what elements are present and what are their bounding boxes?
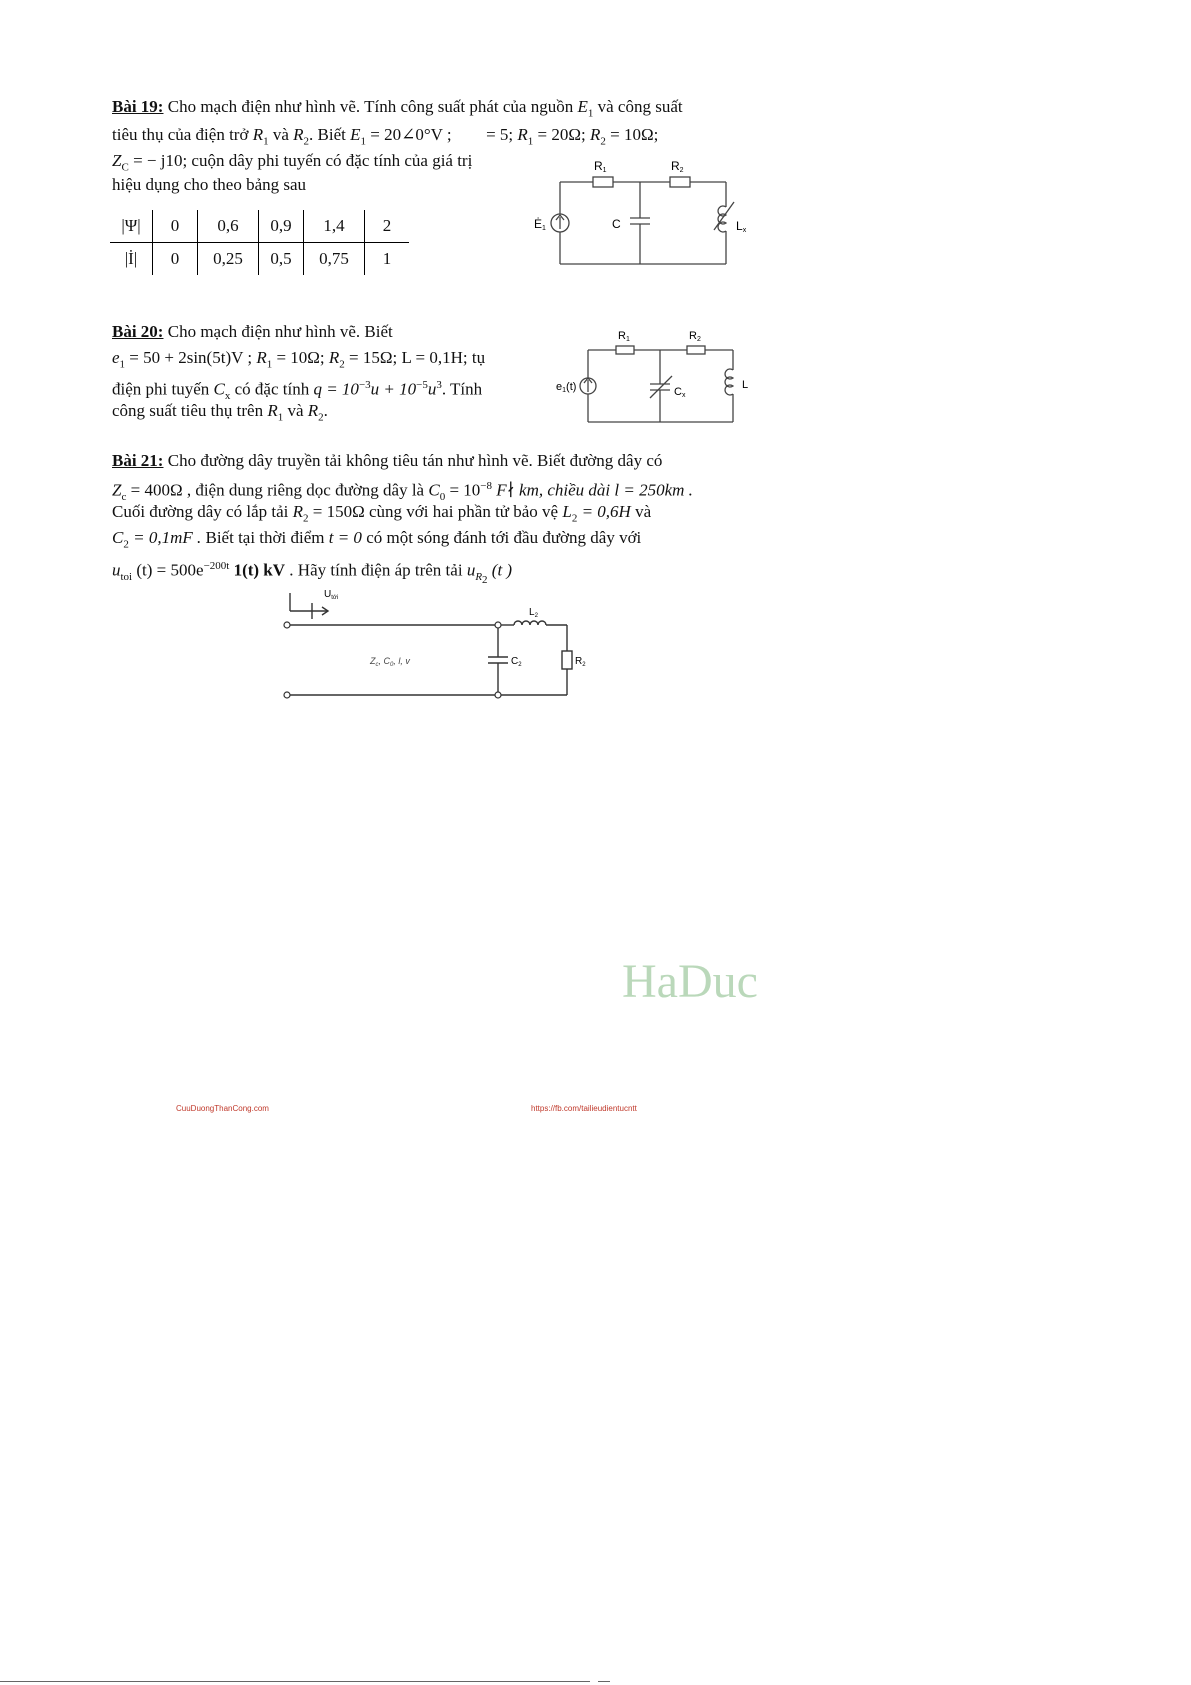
- bai21-line5: $u_{toi}$ $(t) = 500e^{-200t}$ 1(t) kV . Hãy tính điện áp trên tải $u_{R_2}$ (t ): [112, 560, 513, 587]
- label-e1: Ė1: [534, 217, 546, 232]
- label-l: L: [742, 379, 749, 391]
- circuit-20-diagram: [550, 322, 760, 430]
- bai21-heading: Bài 21:: [112, 451, 164, 470]
- label-lx: Lx: [736, 219, 747, 234]
- label-r2: R2: [689, 330, 701, 343]
- bai21-line1: Bài 21: Cho đường dây truyền tải không tiêu tán như hình vẽ. Biết đường dây có: [112, 451, 663, 470]
- label-l2: $L_2$: [529, 607, 538, 619]
- table-cell: 0,25: [198, 243, 259, 276]
- table-cell: 0,9: [259, 210, 304, 243]
- table-cell: 0,6: [198, 210, 259, 243]
- bai20-heading: Bài 20:: [112, 322, 164, 341]
- table-cell: 0,75: [304, 243, 365, 276]
- footer-right-link[interactable]: https://fb.com/tailieudientucntt: [531, 1104, 637, 1113]
- label-r1: R1: [594, 159, 607, 174]
- table-row: [110, 243, 409, 276]
- label-c2: $C_2$: [511, 656, 522, 668]
- label-e1t: e1(t): [556, 381, 577, 394]
- voltage-source-icon: [551, 214, 569, 232]
- table-cell: 0: [153, 210, 198, 243]
- bai21-line4: $C_2 = 0,1mF$ . Biết tại thời điểm t = 0 có một sóng đánh tới đầu đường dây với: [112, 528, 642, 551]
- bai21-line2: $Z_c = 400\Omega$ , điện dung riêng dọc đường dây là $C_0 = 10^{-8}$ F∤ km, chiều dài l = 250km .: [112, 480, 693, 504]
- watermark: HaDuc: [622, 955, 758, 1008]
- table-cell: |İ|: [110, 243, 153, 276]
- table-cell: 1,4: [304, 210, 365, 243]
- node-bottom: [495, 692, 501, 698]
- table-cell: |Ψ|: [110, 210, 153, 243]
- circuit-21-diagram: [278, 585, 593, 703]
- voltage-source-icon: [580, 378, 596, 394]
- label-u-toi: $U_{tới}$: [324, 589, 339, 601]
- terminal-bottom-left: [284, 692, 290, 698]
- label-r2: R2: [671, 159, 684, 174]
- psi-i-table: [110, 210, 409, 275]
- bai19-heading: Bài 19:: [112, 97, 164, 116]
- table-cell: 0: [153, 243, 198, 276]
- label-r2: $R_2$: [575, 656, 586, 668]
- circuit-19-diagram: [528, 152, 758, 272]
- table-cell: 2: [382, 216, 392, 235]
- bai20-line3: điện phi tuyến $C_x$ có đặc tính $q = 10^{-3}u + 10^{-5}u^3$. Tính: [112, 379, 483, 403]
- footer-left-link[interactable]: CuuDuongThanCong.com: [176, 1104, 269, 1113]
- bottom-rule-tick: [598, 1681, 610, 1682]
- label-line-params: $Z_c$, $C_0$, l, v: [370, 656, 410, 668]
- bai19-line1: Bài 19: Cho mạch điện như hình vẽ. Tính công suất phát của nguồn $E_1$ và công suất: [112, 97, 683, 120]
- label-r1: R1: [618, 330, 630, 343]
- bai19-line2: tiêu thụ của điện trở $R_1$ và $R_2$. Biết $E_1$ = 20∠0°V ; = 5; $R_1 = 20\Omega$; $R_2 = 10\Omega$;: [112, 125, 659, 148]
- bai19-line4: hiệu dụng cho theo bảng sau: [112, 175, 307, 194]
- bai20-line1: Bài 20: Cho mạch điện như hình vẽ. Biết: [112, 322, 393, 341]
- table-row: [110, 210, 409, 243]
- label-cx: Cx: [674, 386, 686, 399]
- bai20-line2: $e_1 = 50 + 2\sin(5t)V$ ; $R_1 = 10\Omega$; $R_2 = 15\Omega$; L = 0,1H; tụ: [112, 348, 486, 371]
- node-top: [495, 622, 501, 628]
- table-cell: 0,5: [259, 243, 304, 276]
- table-cell: 1: [382, 249, 392, 268]
- bai20-line4: công suất tiêu thụ trên $R_1$ và $R_2$.: [112, 401, 328, 424]
- bottom-rule: [0, 1681, 590, 1682]
- bai19-line3: $Z_C$ = − j10; cuộn dây phi tuyến có đặc tính của giá trị: [112, 151, 473, 174]
- terminal-top-left: [284, 622, 290, 628]
- label-c: C: [612, 217, 621, 231]
- bai21-line3: Cuối đường dây có lắp tải $R_2 = 150\Omega$ cùng với hai phần tử bảo vệ $L_2 = 0,6H$ và: [112, 502, 652, 525]
